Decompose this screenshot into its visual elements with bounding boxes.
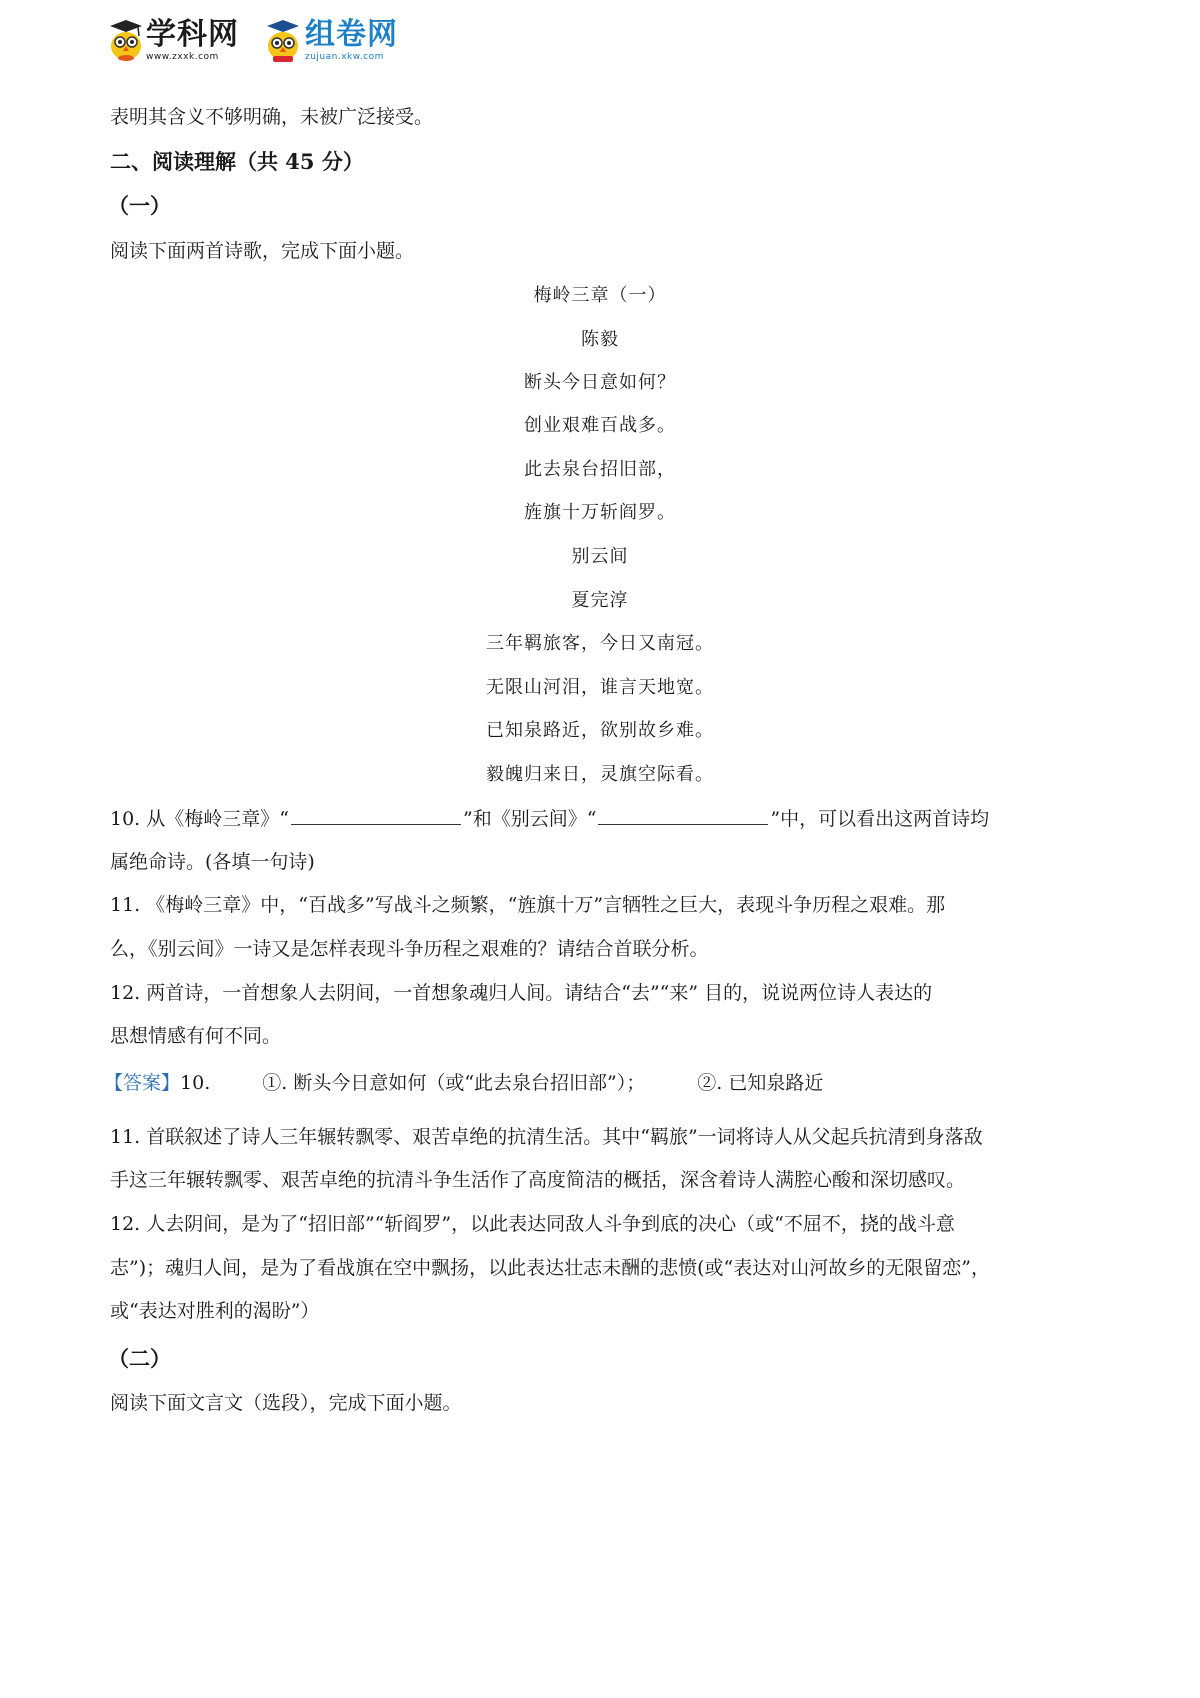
poem2-line: 三年羁旅客，今日又南冠。 [486, 633, 714, 654]
zujuanwang-logo[interactable] [263, 18, 398, 64]
answer-tag: 【答案】 [104, 1072, 181, 1094]
question-11: 11. 《梅岭三章》中，“百战多”写战斗之频繁，“旌旗十万”言牺牲之巨大，表现斗争历程之艰难。那 [110, 894, 946, 916]
answer-blank-1[interactable] [291, 806, 461, 825]
answer-12-line2: 志”)；魂归人间，是为了看战旗在空中飘扬，以此表达壮志未酬的悲愤(或“表达对山河故乡的无限留恋”， [110, 1257, 990, 1279]
poem1-line: 此去泉台招旧部， [524, 459, 676, 480]
question-10 [110, 804, 989, 831]
instruction-1: 阅读下面两首诗歌，完成下面小题。 [110, 240, 415, 262]
poem1-line: 断头今日意如何？ [524, 372, 676, 393]
poem1-line: 创业艰难百战多。 [524, 415, 676, 436]
mascot-icon [263, 18, 303, 64]
answer-11-line2: 手这三年辗转飘零、艰苦卓绝的抗清斗争生活作了高度简洁的概括，深含着诗人满腔心酸和深切感叹。 [110, 1169, 966, 1191]
question-12-line2: 思想情感有何不同。 [110, 1025, 282, 1047]
poem2-title: 别云间 [571, 546, 629, 567]
question-10-line2: 属绝命诗。(各填一句诗) [110, 851, 315, 873]
owl-mascot-icon [108, 18, 144, 62]
instruction-2: 阅读下面文言文（选段），完成下面小题。 [110, 1392, 462, 1414]
text-line-1: 表明其含义不够明确，未被广泛接受。 [110, 106, 434, 128]
q10-middle: ”和《别云间》“ [462, 808, 597, 830]
logo1-name: 学科网 [146, 17, 239, 52]
question-12: 12. 两首诗，一首想象人去阴间，一首想象魂归人间。请结合“去”“来” 目的，说说两位诗人表达的 [110, 982, 933, 1004]
answer-12: 12. 人去阴间，是为了“招旧部”“斩阎罗”，以此表达同敌人斗争到底的决心（或“不屈不，挠的战斗意 [110, 1213, 955, 1235]
answer-10-part-b: ②. 已知泉路近 [697, 1072, 824, 1094]
poem1-author: 陈毅 [581, 329, 619, 350]
answer-number: 10. [180, 1072, 211, 1094]
poem1-line: 旌旗十万斩阎罗。 [524, 502, 676, 523]
poem2-author: 夏完淳 [571, 590, 629, 611]
poem2-line: 已知泉路近，欲别故乡难。 [486, 720, 714, 741]
poem2-line: 毅魄归来日，灵旗空际看。 [486, 764, 714, 785]
poem1-title: 梅岭三章（一） [533, 285, 667, 306]
part-one-heading: （一） [108, 193, 171, 218]
answer-12-line3: 或“表达对胜利的渴盼”） [110, 1300, 320, 1322]
logo2-name: 组卷网 [305, 17, 398, 52]
q10-suffix: ”中，可以看出这两首诗均 [770, 808, 990, 830]
answer-blank-2[interactable] [598, 806, 768, 825]
poem2-line: 无限山河泪，谁言天地宽。 [486, 677, 714, 698]
answer-10-part-a: ①. 断头今日意如何（或“此去泉台招旧部”）； [262, 1072, 646, 1094]
question-11-line2: 么，《别云间》一诗又是怎样表现斗争历程之艰难的？请结合首联分析。 [110, 938, 709, 960]
page-header [108, 18, 422, 70]
q10-prefix: 10. 从《梅岭三章》“ [110, 808, 289, 830]
answer-11: 11. 首联叙述了诗人三年辗转飘零、艰苦卓绝的抗清生活。其中“羁旅”一词将诗人从父起兵抗清到身落敌 [110, 1126, 983, 1148]
logo1-url: www.zxxk.com [146, 52, 219, 62]
xuekewang-logo[interactable] [108, 18, 239, 62]
part-two-heading: （二） [108, 1346, 171, 1371]
answer-10 [104, 1068, 823, 1095]
section-heading: 二、阅读理解（共 45 分） [110, 149, 364, 174]
logo2-url: zujuan.xkw.com [305, 52, 384, 62]
